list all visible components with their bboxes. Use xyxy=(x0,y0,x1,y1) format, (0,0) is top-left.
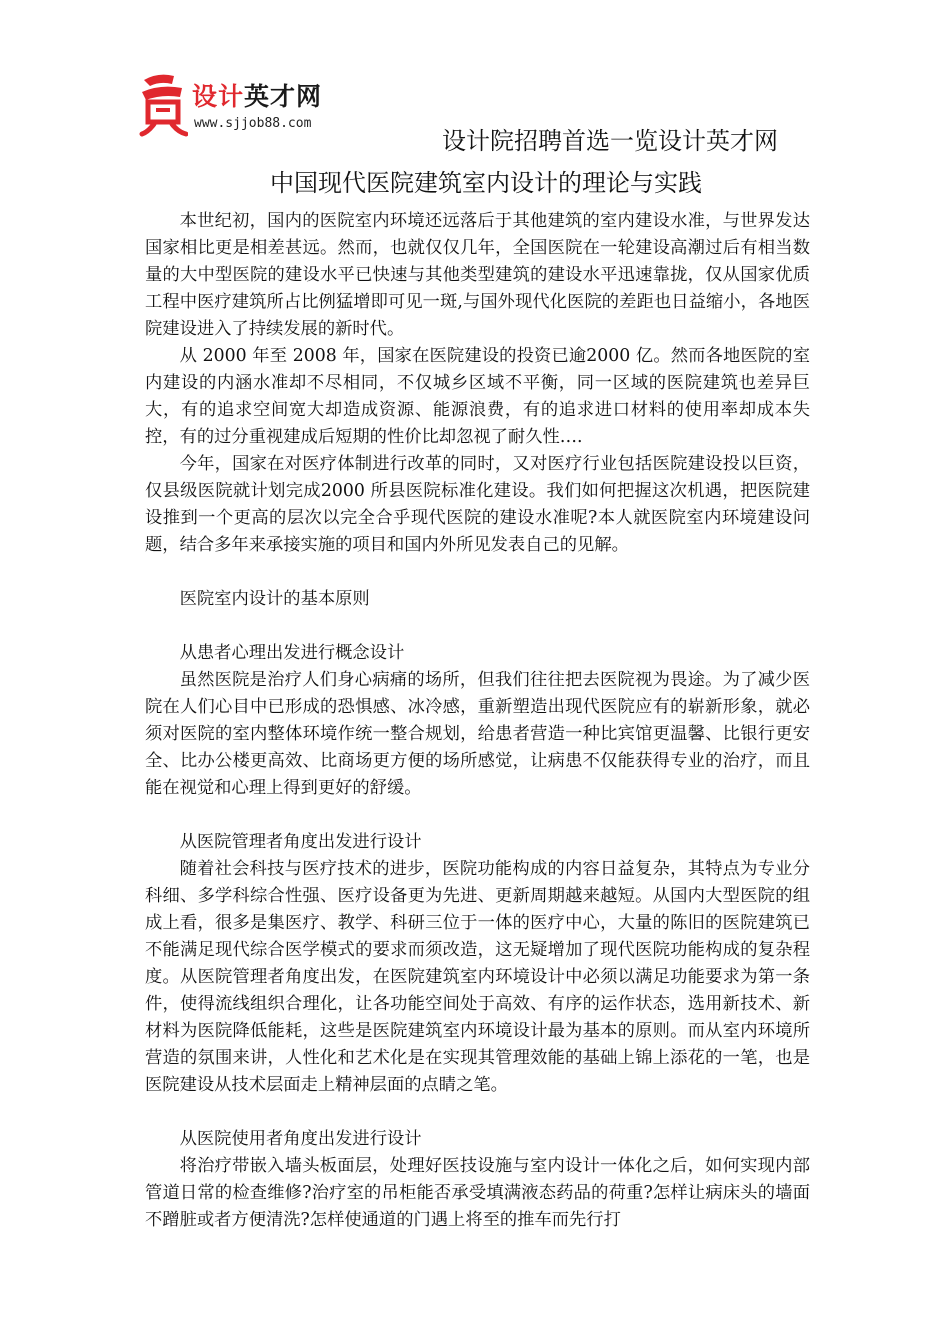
intro-paragraph-1: 本世纪初，国内的医院室内环境还远落后于其他建筑的室内建设水准，与世界发达国家相比更是相差甚远。然而，也就仅仅几年，全国医院在一轮建设高潮过后有相当数量的大中型医院的建设水平已快速与其他类型建筑的建设水平迅速靠拢，仅从国家优质工程中医疗建筑所占比例猛增即可见一斑,与国外现代化医院的差距也日益缩小，各地医院建设进入了持续发展的新时代。 xyxy=(145,211,810,339)
header-slogan: 设计院招聘首选一览设计英才网 xyxy=(442,127,778,155)
site-logo[interactable] xyxy=(138,70,378,142)
document-title: 中国现代医院建筑室内设计的理论与实践 xyxy=(270,169,702,197)
logo-name-dark: 英才网 xyxy=(244,82,323,111)
section-1-body: 虽然医院是治疗人们身心病痛的场所，但我们往往把去医院视为畏途。为了减少医院在人们心目中已形成的恐惧感、冰冷感，重新塑造出现代医院应有的崭新形象，就必须对医院的室内整体环境作统一整合规划，给患者营造一种比宾馆更温馨、比银行更安全、比办公楼更高效、比商场更方便的场所感觉，让病患不仅能获得专业的治疗，而且能在视觉和心理上得到更好的舒缓。 xyxy=(145,670,810,798)
section-2-heading: 从医院管理者角度出发进行设计 xyxy=(179,832,422,852)
section-2-body: 随着社会科技与医疗技术的进步，医院功能构成的内容日益复杂，其特点为专业分科细、多学科综合性强、医疗设备更为先进、更新周期越来越短。从国内大型医院的组成上看，很多是集医疗、教学、科研三位于一体的医疗中心，大量的陈旧的医院建筑已不能满足现代综合医学模式的要求而须改造，这无疑增加了现代医院功能构成的复杂程度。从医院管理者角度出发，在医院建筑室内环境设计中必须以满足功能要求为第一条件，使得流线组织合理化，让各功能空间处于高效、有序的运作状态，选用新技术、新材料为医院降低能耗，这些是医院建筑室内环境设计最为基本的原则。而从室内环境所营造的氛围来讲，人性化和艺术化是在实现其管理效能的基础上锦上添花的一笔，也是医院建设从技术层面走上精神层面的点睛之笔。 xyxy=(145,859,810,1095)
spacer xyxy=(145,613,810,640)
principles-heading: 医院室内设计的基本原则 xyxy=(179,589,370,609)
section-3-body: 将治疗带嵌入墙头板面层，处理好医技设施与室内设计一体化之后，如何实现内部管道日常的检查维修?治疗室的吊柜能否承受填满液态药品的荷重?怎样让病床头的墙面不蹭脏或者方便清洗?怎样使通道的门遇上将至的推车而先行打 xyxy=(145,1156,810,1230)
logo-name xyxy=(192,82,322,112)
logo-mark-icon xyxy=(138,70,188,138)
intro-paragraph-2: 从 2000 年至 2008 年，国家在医院建设的投资已逾2000 亿。然而各地医院的室内建设的内涵水准却不尽相同，不仅城乡区域不平衡，同一区域的医院建筑也差异巨大，有的追求空间宽大却造成资源、能源浪费，有的追求进口材料的使用率却成本失控，有的过分重视建成后短期的性价比却忽视了耐久性…. xyxy=(145,346,810,447)
document-body xyxy=(145,208,810,1234)
section-1-heading: 从患者心理出发进行概念设计 xyxy=(179,643,405,663)
intro-paragraph-3: 今年，国家在对医疗体制进行改革的同时，又对医疗行业包括医院建设投以巨资，仅县级医院就计划完成2000 所县医院标准化建设。我们如何把握这次机遇，把医院建设推到一个更高的层次以完全合乎现代医院的建设水准呢?本人就医院室内环境建设问题，结合多年来承接实施的项目和国内外所见发表自己的见解。 xyxy=(145,454,810,555)
logo-url: www.sjjob88.com xyxy=(194,116,312,131)
spacer xyxy=(145,802,810,829)
spacer xyxy=(145,559,810,586)
spacer xyxy=(145,1099,810,1126)
section-3-heading: 从医院使用者角度出发进行设计 xyxy=(179,1129,422,1149)
logo-name-red: 设计 xyxy=(192,82,245,111)
